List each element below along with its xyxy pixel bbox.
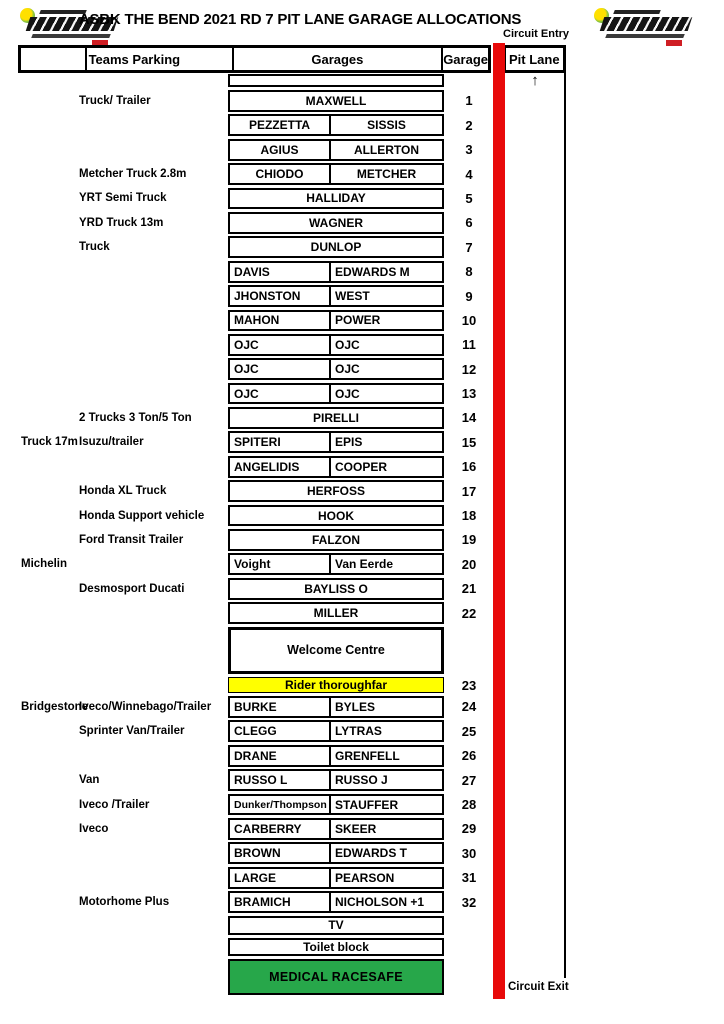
- garage-cell-right: RUSSO J: [335, 773, 388, 788]
- garage-box: PIRELLI: [228, 407, 444, 429]
- garage-box: [228, 334, 444, 356]
- garage-cell-right: Van Eerde: [335, 557, 394, 572]
- garage-box: [228, 553, 444, 575]
- garage-row: [0, 916, 724, 938]
- garage-cell-left: PEZZETTA: [230, 116, 331, 134]
- teams-parking-label: Truck: [79, 241, 110, 254]
- garage-number: 19: [461, 532, 477, 548]
- teams-parking-label: Honda Support vehicle: [79, 509, 205, 522]
- garage-number: 10: [461, 312, 477, 328]
- page-title: ASBK THE BEND 2021 RD 7 PIT LANE GARAGE ALLOCATIONS: [78, 11, 522, 28]
- garage-box: [228, 358, 444, 380]
- teams-parking-label: Metcher Truck 2.8m: [79, 168, 187, 181]
- garage-box: [228, 794, 444, 816]
- garage-cell-left: BRAMICH: [230, 893, 331, 911]
- garage-number: 26: [461, 748, 477, 764]
- teams-parking-label: Van: [79, 774, 100, 787]
- garage-number: 21: [461, 581, 477, 597]
- garage-row: [0, 90, 724, 114]
- teams-parking-label: Honda XL Truck: [79, 485, 167, 498]
- garage-box: [228, 745, 444, 767]
- garage-cell-left: CLEGG: [230, 722, 331, 740]
- garage-cell-right: OJC: [335, 386, 360, 401]
- outer-parking-label: Bridgestone: [21, 700, 89, 713]
- teams-parking-label: 2 Trucks 3 Ton/5 Ton: [79, 411, 192, 424]
- garage-cell-right: OJC: [335, 362, 360, 377]
- garage-cell-left: JHONSTON: [230, 287, 331, 305]
- garage-box: BAYLISS O: [228, 578, 444, 600]
- garage-cell-left: LARGE: [230, 869, 331, 887]
- garage-cell-right: PEARSON: [335, 870, 395, 885]
- garage-cell-right: GRENFELL: [335, 748, 400, 763]
- garage-row: [0, 431, 724, 455]
- rider-thoroughfare-box: Rider thoroughfar: [228, 677, 444, 694]
- garage-number: 8: [465, 264, 473, 280]
- garage-cell-left: Dunker/Thompson: [230, 796, 331, 814]
- garage-row: [0, 627, 724, 677]
- garage-row: [0, 938, 724, 959]
- teams-parking-label: YRT Semi Truck: [79, 192, 167, 205]
- garage-number: 2: [465, 117, 473, 133]
- garage-number: 3: [465, 142, 473, 158]
- garage-number: 20: [461, 556, 477, 572]
- garage-row: [0, 188, 724, 212]
- outer-parking-label: Truck 17m: [21, 436, 78, 449]
- garage-box: [228, 114, 444, 136]
- garage-cell-right: ALLERTON: [353, 142, 420, 157]
- garage-row: [0, 163, 724, 187]
- garage-row: [0, 794, 724, 818]
- garage-row: [0, 74, 724, 90]
- garage-number: 18: [461, 508, 477, 524]
- header-teams-parking: Teams Parking: [85, 48, 232, 70]
- circuit-entry-label: Circuit Entry: [503, 28, 570, 40]
- garage-box: [228, 261, 444, 283]
- medical-racesafe-box: MEDICAL RACESAFE: [228, 959, 444, 995]
- garage-row: [0, 407, 724, 431]
- garage-cell-right: NICHOLSON +1: [335, 895, 425, 910]
- garage-number: 24: [461, 699, 477, 715]
- garage-box: FALZON: [228, 529, 444, 551]
- teams-parking-label: Isuzu/trailer: [79, 436, 144, 449]
- garage-row: [0, 720, 724, 744]
- header-garage-number: Garage: [441, 48, 488, 70]
- garage-row: [0, 261, 724, 285]
- garage-row: [0, 677, 724, 697]
- garage-number: 12: [461, 361, 477, 377]
- garage-number: 4: [465, 166, 473, 182]
- garage-cell-left: MAHON: [230, 312, 331, 330]
- garage-cell-left: OJC: [230, 385, 331, 403]
- garage-row: [0, 553, 724, 577]
- garage-number: 29: [461, 821, 477, 837]
- garage-cell-right: WEST: [335, 289, 370, 304]
- garage-box: [228, 842, 444, 864]
- garage-cell-left: RUSSO L: [230, 771, 331, 789]
- table-header: [18, 45, 491, 73]
- garage-box: HALLIDAY: [228, 188, 444, 210]
- garage-row: [0, 480, 724, 504]
- garage-cell-left: CHIODO: [230, 165, 331, 183]
- teams-parking-label: Sprinter Van/Trailer: [79, 725, 185, 738]
- garage-row: [0, 358, 724, 382]
- garage-cell-right: LYTRAS: [335, 724, 382, 739]
- header-pit-lane: Pit Lane: [503, 45, 566, 73]
- garage-cell-left: DRANE: [230, 747, 331, 765]
- garage-cell-right: BYLES: [335, 699, 376, 714]
- garage-row: [0, 236, 724, 260]
- garage-number: 17: [461, 483, 477, 499]
- garage-row: [0, 139, 724, 163]
- garage-cell-left: CARBERRY: [230, 820, 331, 838]
- garage-row: [0, 456, 724, 480]
- asbk-logo-right: [594, 7, 700, 51]
- garage-number: 14: [461, 410, 477, 426]
- garage-box: [228, 696, 444, 718]
- garage-box: [228, 139, 444, 161]
- garage-rows: [0, 74, 724, 998]
- garage-row: [0, 602, 724, 626]
- header-garages: Garages: [232, 48, 442, 70]
- garage-box: [228, 310, 444, 332]
- garage-cell-right: COOPER: [335, 459, 388, 474]
- garage-box: HERFOSS: [228, 480, 444, 502]
- garage-cell-right: EPIS: [335, 435, 363, 450]
- teams-parking-label: Iveco /Trailer: [79, 798, 150, 811]
- garage-number: 22: [461, 605, 477, 621]
- garage-row: [0, 842, 724, 866]
- teams-parking-label: Motorhome Plus: [79, 896, 170, 909]
- garage-row: [0, 578, 724, 602]
- garage-cell-right: SISSIS: [367, 118, 406, 133]
- garage-cell-left: BURKE: [230, 698, 331, 716]
- garage-row: [0, 529, 724, 553]
- garage-row: [0, 310, 724, 334]
- garage-box: [228, 720, 444, 742]
- garage-number: 27: [461, 772, 477, 788]
- garage-row: [0, 867, 724, 891]
- teams-parking-label: Truck/ Trailer: [79, 94, 151, 107]
- garage-row: [0, 383, 724, 407]
- garage-box: WAGNER: [228, 212, 444, 234]
- garage-box: MAXWELL: [228, 90, 444, 112]
- garage-cell-left: OJC: [230, 336, 331, 354]
- pit-lane-direction-arrow-icon: ↑: [531, 72, 539, 89]
- garage-cell-right: EDWARDS T: [335, 846, 407, 861]
- garage-box: [228, 818, 444, 840]
- garage-box: [228, 769, 444, 791]
- garage-cell-left: DAVIS: [230, 263, 331, 281]
- garage-number: 16: [461, 459, 477, 475]
- garage-row: [0, 696, 724, 720]
- garage-number: 23: [461, 677, 477, 693]
- garage-box: [228, 891, 444, 913]
- circuit-exit-label: Circuit Exit: [508, 981, 569, 993]
- garage-cell-left: OJC: [230, 360, 331, 378]
- garage-box: [228, 867, 444, 889]
- garage-row: [0, 114, 724, 138]
- garage-row: [0, 212, 724, 236]
- teams-parking-label: Desmosport Ducati: [79, 582, 185, 595]
- garage-box: [228, 163, 444, 185]
- garage-box: [228, 383, 444, 405]
- garage-row: [0, 959, 724, 998]
- garage-row: [0, 285, 724, 309]
- garage-cell-right: POWER: [335, 313, 381, 328]
- garage-number: 13: [461, 386, 477, 402]
- garage-box: HOOK: [228, 505, 444, 527]
- garage-number: 9: [465, 288, 473, 304]
- teams-parking-label: Iveco: [79, 822, 109, 835]
- garage-cell-left: Voight: [230, 555, 331, 573]
- garage-cell-left: ANGELIDIS: [230, 458, 331, 476]
- garage-cell-right: OJC: [335, 337, 360, 352]
- garage-number: 25: [461, 723, 477, 739]
- garage-number: 1: [465, 93, 473, 109]
- tv-box: TV: [228, 916, 444, 935]
- garage-box: [228, 285, 444, 307]
- garage-cell-right: METCHER: [356, 167, 417, 182]
- garage-number: 30: [461, 845, 477, 861]
- garage-number: 28: [461, 797, 477, 813]
- garage-row: [0, 818, 724, 842]
- garage-row: [0, 769, 724, 793]
- teams-parking-label: Iveco/Winnebago/Trailer: [79, 700, 212, 713]
- outer-parking-label: Michelin: [21, 558, 68, 571]
- garage-row: [0, 334, 724, 358]
- garage-cell-left: AGIUS: [230, 141, 331, 159]
- garage-box: [228, 456, 444, 478]
- garage-number: 7: [465, 239, 473, 255]
- header-blank-cell: [21, 48, 85, 70]
- teams-parking-label: YRD Truck 13m: [79, 216, 164, 229]
- teams-parking-label: Ford Transit Trailer: [79, 533, 184, 546]
- empty-garage-box: [228, 74, 444, 87]
- garage-number: 32: [461, 894, 477, 910]
- garage-cell-left: BROWN: [230, 844, 331, 862]
- garage-number: 6: [465, 215, 473, 231]
- welcome-centre-box: Welcome Centre: [228, 627, 444, 674]
- garage-number: 11: [462, 337, 476, 353]
- garage-row: [0, 891, 724, 915]
- garage-cell-left: SPITERI: [230, 433, 331, 451]
- garage-box: MILLER: [228, 602, 444, 624]
- garage-row: [0, 505, 724, 529]
- garage-row: [0, 745, 724, 769]
- garage-box: [228, 431, 444, 453]
- toilet-block-box: Toilet block: [228, 938, 444, 956]
- garage-number: 31: [461, 870, 477, 886]
- garage-number: 15: [461, 434, 477, 450]
- garage-cell-right: SKEER: [335, 821, 377, 836]
- garage-cell-right: STAUFFER: [335, 797, 399, 812]
- garage-number: 5: [465, 190, 473, 206]
- garage-cell-right: EDWARDS M: [335, 264, 410, 279]
- garage-box: DUNLOP: [228, 236, 444, 258]
